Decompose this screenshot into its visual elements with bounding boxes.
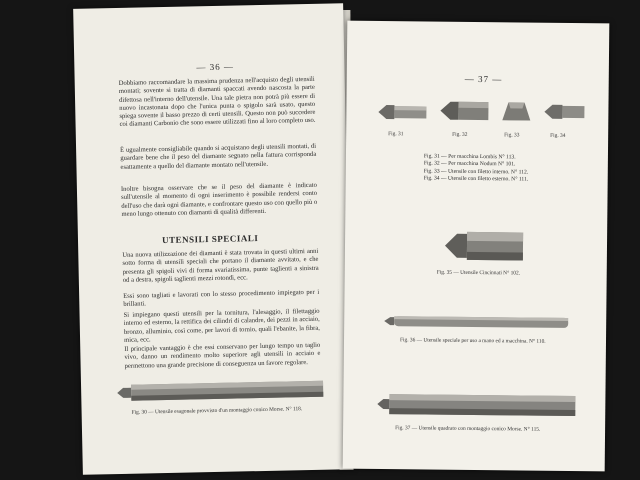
fig35-caption: Fig. 35 — Utensile Cincinnati N° 102. [436, 269, 521, 277]
fig37-caption: Fig. 37 — Utensile quadrato con montaggio conico Morse. N° 115. [395, 425, 541, 433]
fig36-caption: Fig. 36 — Utensile speciale per uso a mano ed a macchina. N° 110. [399, 337, 546, 345]
right-page-number: — 37 — [464, 73, 503, 85]
paragraph-2: È ugualmente consigliabile quando si acquistano degli utensili montati, di guardare bene che il peso del diamante segnato nella fattura corrisponda esattamente a quello del diamante montato nell'utensile. [120, 142, 317, 171]
left-page [73, 3, 353, 475]
right-page [343, 21, 610, 472]
fig31-tool [376, 101, 428, 124]
paragraph-1: Dobbiamo raccomandare la massima prudenza nell'acquisto degli utensili montati; sovente si tratta di diamanti spaccati avendo nascosta la parte difettosa nell'interno dell'utensile. Una tale pietra non potrà più essere di nuovo incastonata dopo che l'unica punta o spigolo sarà usato, questo spiega sovente il basso prezzo di certi utensili. Questo non può succedere coi diamanti Carbonio che sono essere utilizzati fino al loro completo uso. [118, 75, 316, 129]
fig33-tool [498, 98, 532, 124]
fig35-cincinnati-tool [443, 228, 525, 265]
section-paragraph-1: Una nuova utilizzazione dei diamanti è stata trovata in questi ultimi anni sotto forma di utensili speciali che portano il diamante avvitato, e che presenta gli spigoli vivi di forma svariatissima, punte taglienti a sinistra od a destra, spigoli taglienti mezzi rotondi, ecc. [122, 247, 319, 284]
left-page-number: — 36 — [196, 61, 234, 73]
figure-list-item: Fig. 33 — Utensile con filetto interno. N° 112. [423, 168, 529, 176]
fig34-tool [542, 101, 586, 123]
fig30-caption: Fig. 30 — Utensile esagonale provvisto d'un montaggio conico Morse. N° 118. [131, 406, 303, 416]
figure-list-item: Fig. 31 — Per macchina Lombis N° 113. [423, 153, 516, 161]
section-title: UTENSILI SPECIALI [161, 233, 259, 246]
fig34-label: Fig. 34 [550, 132, 566, 139]
fig32-tool [438, 98, 490, 125]
fig30-hexagonal-tool [117, 376, 327, 406]
fig32-label: Fig. 32 [452, 131, 468, 138]
fig37-square-tool [377, 391, 577, 419]
figure-list-item: Fig. 32 — Per macchina Nodum N° 101. [423, 160, 516, 168]
fig31-label: Fig. 31 [388, 131, 404, 138]
paragraph-3: Inoltre bisogna osservare che se il peso del diamante è indicato sull'utensile al momento di ogni inserimento è possibile rendersi conto dell'uso che darà ogni diamante, e confrontare questo uso con quello più o meno lungo ottenuto con diamanti di qualità differenti. [120, 181, 318, 218]
section-paragraph-4: Il principale vantaggio è che essi conservano per lungo tempo un taglio vivo, danno un rendimento molto superiore agli utensili in acciaio e permettono una grande precisione di conseguenza un favore regolare. [124, 341, 321, 370]
fig33-label: Fig. 33 [504, 132, 520, 139]
figure-list [424, 153, 529, 184]
section-paragraph-3: Si impiegano questi utensili per la tornitura, l'alesaggio, il filettaggio interno ed esterno, la rettifica dei cilindri di calandre, dei pezzi in acciaio, bronzo, alluminio, così come, per lavori di tornio, quali l'ebanite, la fibra, mica, ecc. [123, 307, 320, 344]
figure-list-item: Fig. 34 — Utensile con filetto esterno. N° 111. [423, 175, 529, 183]
section-paragraph-2: Essi sono tagliati e lavorati con lo stesso procedimento impiegato per i brillanti. [123, 288, 320, 309]
fig36-round-tool [384, 313, 570, 331]
